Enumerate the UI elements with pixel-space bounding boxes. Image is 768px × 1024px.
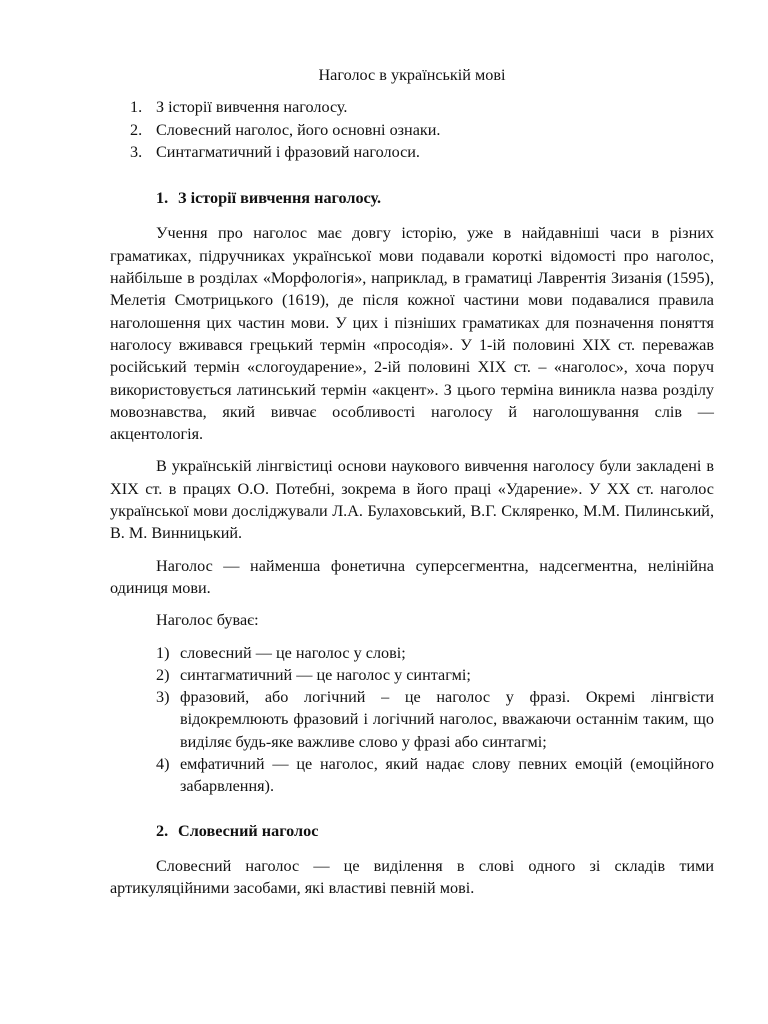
document-title: Наголос в українській мові — [318, 66, 506, 84]
section-1-number: 1. — [156, 189, 169, 208]
outline-item-number: 3. — [130, 142, 143, 161]
stress-type-item — [110, 642, 714, 664]
section-1-heading — [110, 187, 714, 209]
stress-type-number: 4) — [156, 755, 170, 774]
outline-item — [110, 119, 714, 141]
stress-type-text: словесний — це наголос у слові; — [180, 643, 406, 662]
stress-type-text: синтагматичний — це наголос у синтагмі; — [180, 665, 471, 684]
paragraph-word-stress: Словесний наголос — це виділення в слові одного зі складів тими артикуляційними засобами, які властиві певній мові. — [110, 856, 714, 898]
document-page — [110, 64, 714, 900]
paragraph-research: В українській лінгвістиці основи наукового вивчення наголосу були закладені в XIX ст. в працях О.О. Потебні, зокрема в його праці «Ударение». У XX ст. наголос української мови досліджували Л.А. Булаховський, В.Г. Скляренко, М.М. Пилинський, В. М. Винницький. — [110, 457, 714, 543]
paragraph-definition: Наголос — найменша фонетична суперсегментна, надсегментна, нелінійна одиниця мови. — [110, 556, 714, 597]
outline-item-text: Синтагматичний і фразовий наголоси. — [156, 142, 420, 161]
section-1-title: З історії вивчення наголосу. — [178, 189, 382, 208]
paragraph-history: Учення про наголос має довгу історію, уже в найдавніші часи в різних граматиках, підручниках української мови подавали короткі відомості про наголос, найбільше в розділах «Морфологія», наприклад, в граматиці Лаврентія Зизанія (1595), Мелетія Смотрицького (1619), де після кожної частини мови подавалися правила наголошення цих частин мови. У цих і пізніших граматиках для позначення поняття наголосу вживався грецький термін «просодія». У 1-ій половині XIX ст. переважав російський термін «слогоударение», 2-ій половині XIX ст. – «наголос», хоча поруч використовується латинський термін «акцент». З цього терміна виникла назва розділу мовознавства, який вивчає особливості наголосу й наголошування слів — акцентологія. — [110, 224, 714, 444]
stress-type-text: емфатичний — це наголос, який надає слову певних емоцій (емоційного забарвлення). — [180, 755, 714, 796]
outline-item — [110, 141, 714, 163]
stress-type-number: 1) — [156, 643, 170, 662]
stress-type-text: фразовий, або логічний – це наголос у фразі. Окремі лінгвісти відокремлюють фразовий і логічний наголос, вважаючи останнім таким, що виділяє будь-яке важливе слово у фразі або синтагмі; — [180, 688, 714, 751]
section-2-number: 2. — [156, 821, 169, 840]
outline-list — [110, 96, 714, 163]
types-intro: Наголос буває: — [156, 611, 259, 630]
stress-type-number: 3) — [156, 688, 170, 707]
outline-item-text: З історії вивчення наголосу. — [156, 98, 348, 117]
section-2-heading — [110, 820, 714, 842]
section-2-title: Словесний наголос — [178, 821, 319, 840]
outline-item-number: 1. — [130, 98, 143, 117]
outline-item-number: 2. — [130, 120, 143, 139]
stress-type-number: 2) — [156, 665, 170, 684]
stress-types-list — [110, 642, 714, 798]
outline-item — [110, 96, 714, 118]
stress-type-item — [110, 753, 714, 798]
stress-type-item — [110, 686, 714, 753]
stress-type-item — [110, 664, 714, 686]
outline-item-text: Словесний наголос, його основні ознаки. — [156, 120, 441, 139]
